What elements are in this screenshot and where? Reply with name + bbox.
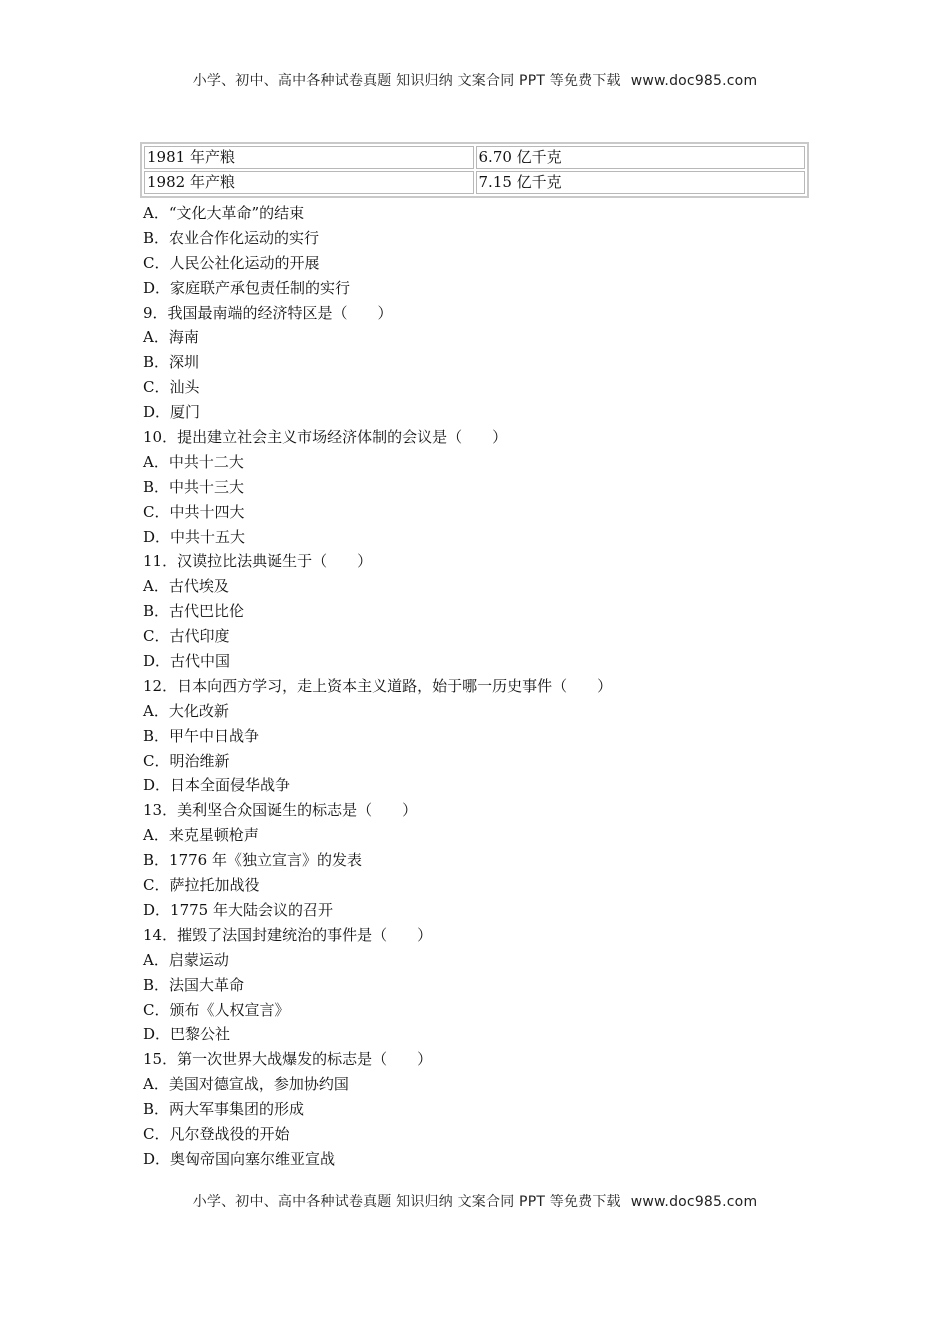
option-line: B．古代巴比伦 [143,602,245,621]
option-line: C．萨拉托加战役 [143,876,260,895]
table-cell-year: 1981 年产粮 [144,146,474,169]
option-line: B．中共十三大 [143,477,245,496]
table-row [144,146,805,169]
option-line: B．两大军事集团的形成 [143,1100,305,1119]
option-line: A．启蒙运动 [143,950,229,969]
option-line: B．法国大革命 [143,975,245,994]
option-line: C．明治维新 [143,751,230,770]
question-stem: 14．摧毁了法国封建统治的事件是（ ） [143,925,433,944]
header-text: 小学、初中、高中各种试卷真题 知识归纳 文案合同 PPT 等免费下载 [192,73,621,89]
option-line: C．中共十四大 [143,502,245,521]
question-stem: 12．日本向西方学习，走上资本主义道路，始于哪一历史事件（ ） [143,676,613,695]
option-line: D．厦门 [143,403,201,422]
option-line: B．甲午中日战争 [143,726,260,745]
question-stem: 13．美利坚合众国诞生的标志是（ ） [143,801,418,820]
page-footer [0,1191,950,1211]
option-line: A．“文化大革命”的结束 [143,204,305,222]
page-header [0,70,950,90]
option-line: A．美国对德宣战，参加协约国 [143,1075,349,1094]
footer-site-link[interactable]: www.doc985.com [630,1194,758,1210]
option-line: A．大化改新 [143,701,229,720]
option-line: B．1776 年《独立宣言》的发表 [143,851,362,870]
table-row [144,171,805,194]
header-site-link[interactable]: www.doc985.com [630,73,758,89]
option-line: D．古代中国 [143,652,231,671]
grain-output-table [140,142,809,198]
footer-text: 小学、初中、高中各种试卷真题 知识归纳 文案合同 PPT 等免费下载 [192,1194,621,1210]
option-line: B．深圳 [143,353,200,372]
option-line: C．凡尔登战役的开始 [143,1124,290,1143]
table-cell-amount: 7.15 亿千克 [476,171,805,194]
question-stem: 11．汉谟拉比法典诞生于（ ） [143,552,373,571]
option-line: A．中共十二大 [143,452,244,471]
question-stem: 10．提出建立社会主义市场经济体制的会议是（ ） [143,428,508,447]
question-list [143,201,823,1172]
table-cell-amount: 6.70 亿千克 [476,146,805,169]
option-line: A．来克星顿枪声 [143,826,259,845]
option-line: C．汕头 [143,378,200,397]
option-line: B．农业合作化运动的实行 [143,228,320,247]
option-line: C．古代印度 [143,627,230,646]
table-cell-year: 1982 年产粮 [144,171,474,194]
option-line: D．1775 年大陆会议的召开 [143,900,333,919]
option-line: C．颁布《人权宣言》 [143,1000,290,1019]
option-line: D．中共十五大 [143,527,246,546]
question-stem: 9．我国最南端的经济特区是（ ） [143,303,393,322]
option-line: A．海南 [143,328,199,347]
option-line: D．巴黎公社 [143,1025,231,1044]
option-line: D．家庭联产承包责任制的实行 [143,278,351,297]
option-line: D．日本全面侵华战争 [143,776,291,795]
option-line: D．奥匈帝国向塞尔维亚宣战 [143,1149,336,1168]
question-stem: 15．第一次世界大战爆发的标志是（ ） [143,1050,433,1069]
option-line: A．古代埃及 [143,577,229,596]
option-line: C．人民公社化运动的开展 [143,253,320,272]
